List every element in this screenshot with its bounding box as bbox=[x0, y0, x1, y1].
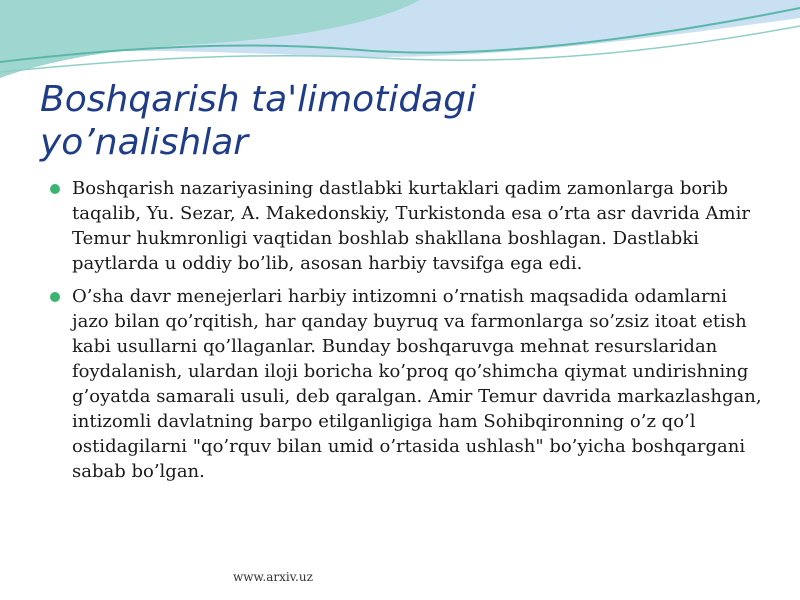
slide-content bbox=[50, 176, 765, 492]
bullet-marker-icon bbox=[50, 292, 60, 302]
bullet-text-1: Boshqarish nazariyasining dastlabki kurtaklari qadim zamonlarga borib taqalib, Yu. Sezar, A. Makedonskiy, Turkistonda esa o’rta asr davrida Amir Temur hukmronligi vaqtidan boshlab shakllana boshlagan. Dastlabki paytlarda u oddiy bo’lib, asosan harbiy tavsifga ega edi. bbox=[72, 178, 750, 274]
bullet-item-2 bbox=[50, 284, 765, 484]
bullet-text-2: O’sha davr menejerlari harbiy intizomni o’rnatish maqsadida odamlarni jazo bilan qo’rqitish, har qanday buyruq va farmonlarga so’zsiz itoat etish kabi usullarni qo’llaganlar. Bunday boshqaruvga mehnat resurslaridan foydalanish, ulardan iloji boricha ko’proq qo’shimcha qiymat undirishning g’oyatda samarali usuli, deb qaralgan. Amir Temur davrida markazlashgan, intizomli davlatning barpo etilganligiga ham Sohibqironning o’z qo’l ostidagilarni "qo’rquv bilan umid o’rtasida ushlash" bo’yicha boshqargani sabab bo’lgan. bbox=[72, 286, 762, 482]
bullet-item-1 bbox=[50, 176, 765, 276]
bullet-marker-icon bbox=[50, 184, 60, 194]
footer-source: www.arxiv.uz bbox=[233, 570, 313, 584]
slide-title-line-1: Boshqarish ta'limotidagi bbox=[40, 79, 477, 120]
slide-title-line-2: yo’nalishlar bbox=[40, 122, 249, 163]
slide-title bbox=[40, 78, 760, 164]
